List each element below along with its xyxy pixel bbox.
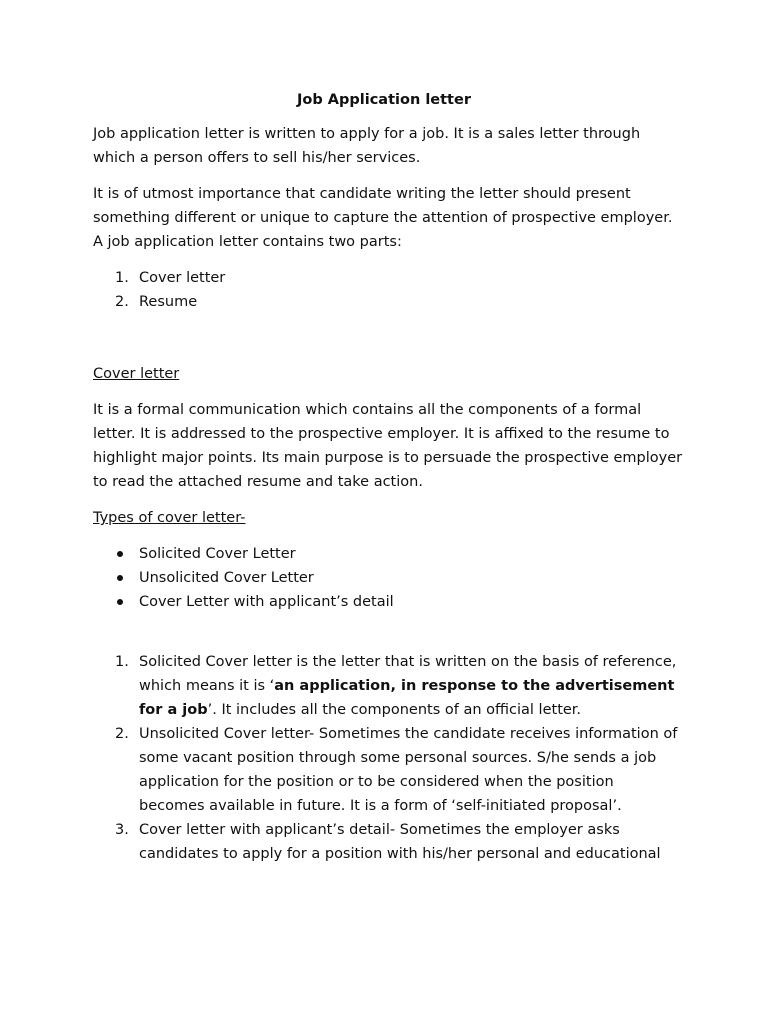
intro-paragraph: Job application letter is written to apply for a job. It is a sales letter through which a person offers to sell his/her services.: [93, 126, 641, 166]
cover-letter-paragraph: It is a formal communication which contains all the components of a formal letter. It is addressed to the prospective employer. It is affixed to the resume to highlight major points. Its main purpose is to persuade the prospective employer to read the attached resume and take action.: [93, 402, 683, 490]
list-item: [93, 566, 683, 590]
bullet-icon: [117, 575, 123, 581]
importance-paragraph: It is of utmost importance that candidate writing the letter should present something different or unique to capture the attention of prospective employer. A job application letter contains two parts:: [93, 186, 673, 250]
list-item-label: Unsolicited Cover Letter: [139, 570, 314, 586]
blank-space: [93, 614, 683, 650]
bullet-icon: [117, 551, 123, 557]
list-item: [93, 266, 683, 290]
blank-space: [93, 314, 683, 362]
list-number: 3.: [115, 822, 129, 838]
list-number: 1.: [115, 270, 129, 286]
list-item-label: Cover letter: [139, 270, 226, 286]
details-list: [93, 650, 683, 866]
detail-text: Cover letter with applicant’s detail- Sometimes the employer asks candidates to apply for a position with his/her personal and educational: [139, 822, 661, 862]
document-body: [93, 88, 683, 866]
list-item: [93, 722, 683, 818]
list-number: 1.: [115, 654, 129, 670]
cover-letter-heading: Cover letter: [93, 366, 180, 382]
types-heading: Types of cover letter-: [93, 510, 246, 526]
detail-text: Unsolicited Cover letter- Sometimes the candidate receives information of some vacant position through some personal sources. S/he sends a job application for the position or to be considered when the position becomes available in future. It is a form of ‘self-initiated proposal’.: [139, 726, 678, 814]
list-item: [93, 290, 683, 314]
detail-text-after: ’. It includes all the components of an official letter.: [207, 702, 582, 718]
list-number: 2.: [115, 726, 129, 742]
detail-text-before: Solicited Cover letter is the letter that is written on the basis of reference, which means it is ‘: [139, 654, 677, 694]
list-item-label: Cover Letter with applicant’s detail: [139, 594, 394, 610]
types-list: [93, 542, 683, 614]
parts-list: [93, 266, 683, 314]
detail-text-bold: an application, in response to the advertisement for a job: [139, 678, 675, 718]
list-item-label: Solicited Cover Letter: [139, 546, 296, 562]
bullet-icon: [117, 599, 123, 605]
list-item-label: Resume: [139, 294, 198, 310]
list-number: 2.: [115, 294, 129, 310]
list-item: [93, 542, 683, 566]
list-item: [93, 818, 683, 866]
list-item: [93, 650, 683, 722]
document-title: Job Application letter: [297, 92, 471, 108]
list-item: [93, 590, 683, 614]
